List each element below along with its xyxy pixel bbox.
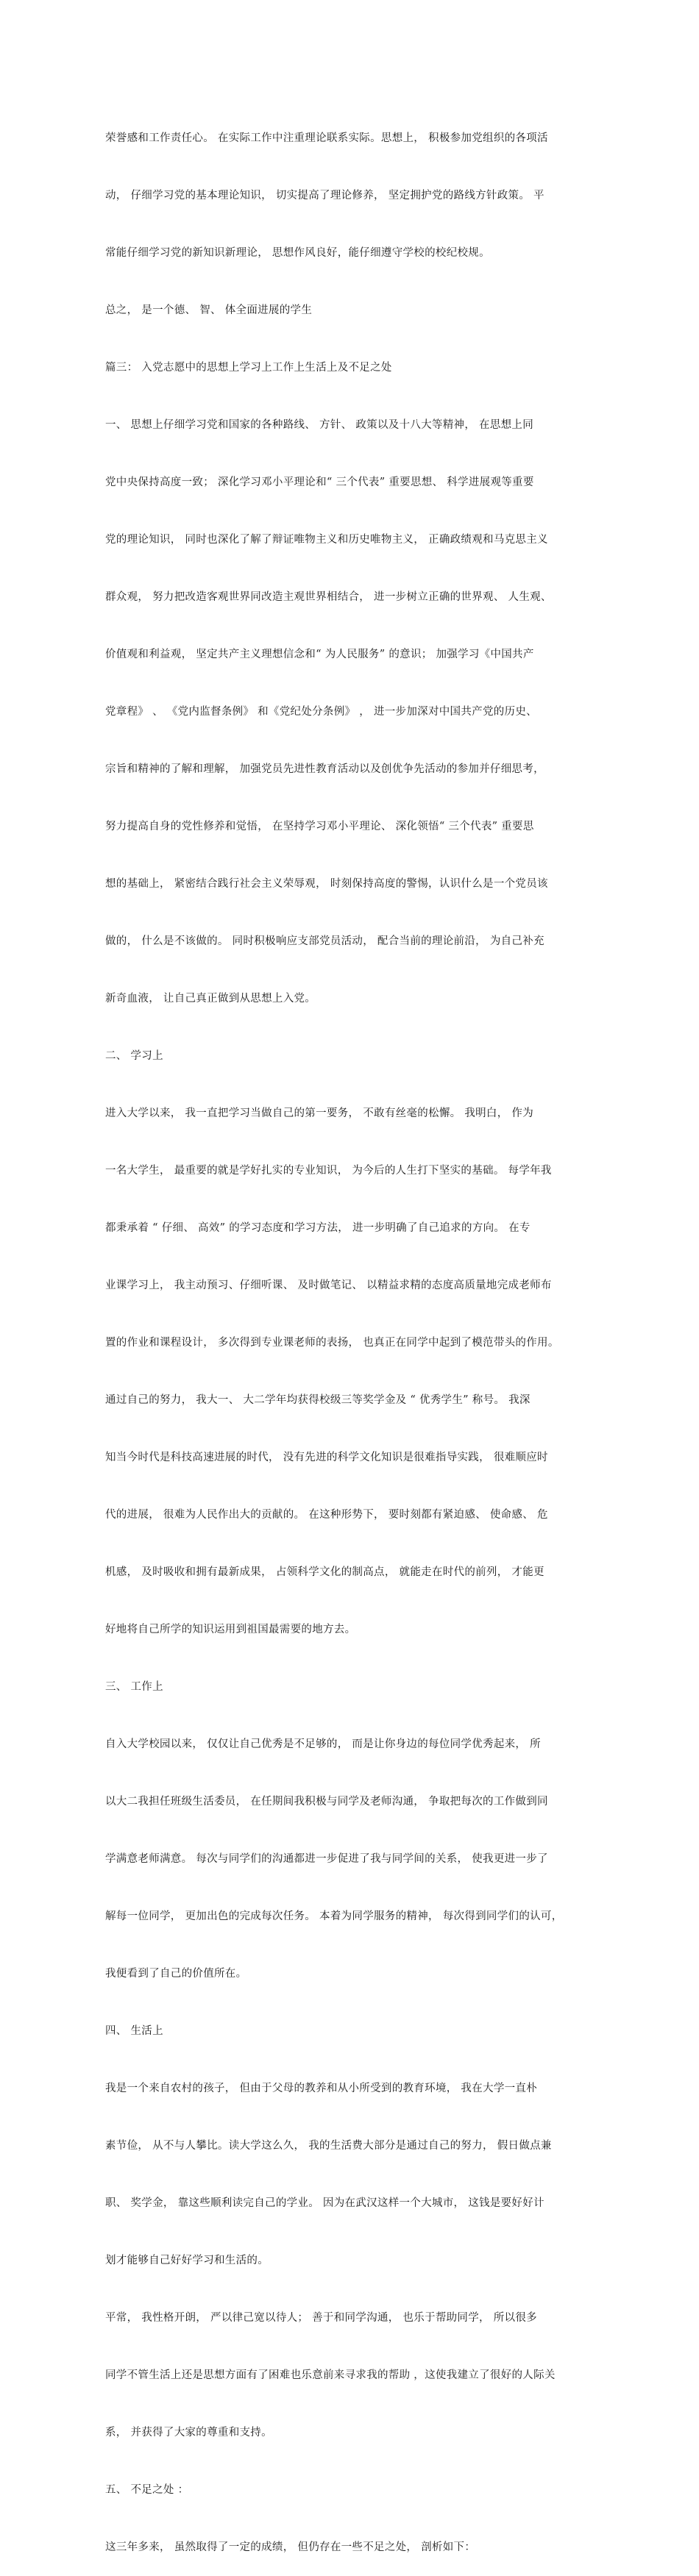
text-line: 自入大学校园以来， 仅仅让自己优秀是不足够的， 而是让你身边的每位同学优秀起来， 所 <box>105 1738 541 1750</box>
text-line: 代的进展， 很难为人民作出大的贡献的。 在这种形势下， 要时刻都有紧迫感、 使命感、 危 <box>105 1509 548 1521</box>
text-line: 价值观和利益观， 坚定共产主义理想信念和“ 为人民服务” 的意识； 加强学习《中国共产 <box>105 649 534 660</box>
section-heading: 五、 不足之处 ： <box>105 2484 189 2496</box>
section-heading: 四、 生活上 <box>105 2025 163 2037</box>
text-line: 解每一位同学， 更加出色的完成每次任务。 本着为同学服务的精神， 每次得到同学们的认可， <box>105 1910 563 1922</box>
text-line: 置的作业和课程设计， 多次得到专业课老师的表扬， 也真正在同学中起到了模范带头的作用。 <box>105 1337 559 1349</box>
text-line: 荣誉感和工作责任心。 在实际工作中注重理论联系实际。思想上， 积极参加党组织的各项活 <box>105 132 548 144</box>
text-line: 进入大学以来， 我一直把学习当做自己的第一要务， 不敢有丝毫的松懈。 我明白， 作为 <box>105 1107 534 1119</box>
text-line: 党中央保持高度一致； 深化学习邓小平理论和“ 三个代表” 重要思想、 科学进展观等重要 <box>105 477 534 488</box>
text-line: 宗旨和精神的了解和理解， 加强党员先进性教育活动以及创优争先活动的参加并仔细思考， <box>105 763 544 775</box>
section-heading: 篇三： 入党志愿中的思想上学习上工作上生活上及不足之处 <box>105 362 392 374</box>
text-line: 好地将自己所学的知识运用到祖国最需要的地方去。 <box>105 1624 356 1635</box>
text-line: 总之， 是一个德、 智、 体全面进展的学生 <box>105 304 313 316</box>
text-line: 这三年多来， 虽然取得了一定的成绩， 但仍存在一些不足之处， 剖析如下： <box>105 2541 476 2553</box>
text-line: 划才能够自己好好学习和生活的。 <box>105 2255 269 2266</box>
text-line: 做的， 什么是不该做的。 同时积极响应支部党员活动， 配合当前的理论前沿， 为自己补充 <box>105 935 544 947</box>
text-line: 都秉承着 “ 仔细、 高效” 的学习态度和学习方法， 进一步明确了自己追求的方向。 在专 <box>105 1222 531 1234</box>
section-heading: 三、 工作上 <box>105 1681 163 1693</box>
text-line: 我便看到了自己的价值所在。 <box>105 1968 247 1980</box>
text-line: 素节俭， 从不与人攀比。读大学这么久， 我的生活费大部分是通过自己的努力， 假日做点兼 <box>105 2140 552 2152</box>
text-line: 同学不管生活上还是思想方面有了困难也乐意前来寻求我的帮助 ，这使我建立了很好的人际关 <box>105 2369 556 2381</box>
text-line: 常能仔细学习党的新知识新理论， 思想作风良好，能仔细遵守学校的校纪校规。 <box>105 247 490 259</box>
text-line: 一名大学生， 最重要的就是学好扎实的专业知识， 为今后的人生打下坚实的基础。 每学年我 <box>105 1165 552 1177</box>
text-line: 学满意老师满意。 每次与同学们的沟通都进一步促进了我与同学间的关系， 使我更进一步了 <box>105 1853 548 1865</box>
text-line: 知当今时代是科技高速进展的时代， 没有先进的科学文化知识是很难指导实践， 很难顺应时 <box>105 1452 548 1463</box>
text-line: 以大二我担任班级生活委员， 在任期间我积极与同学及老师沟通， 争取把每次的工作做到同 <box>105 1796 548 1808</box>
text-line: 系， 并获得了大家的尊重和支持。 <box>105 2427 272 2438</box>
text-line: 一、 思想上仔细学习党和国家的各种路线、 方针、 政策以及十八大等精神， 在思想上同 <box>105 419 534 431</box>
text-line: 努力提高自身的党性修养和觉悟， 在坚持学习邓小平理论、 深化领悟“ 三个代表” 重要思 <box>105 821 534 832</box>
text-line: 平常， 我性格开朗， 严以律己宽以待人； 善于和同学沟通， 也乐于帮助同学， 所以很多 <box>105 2312 537 2324</box>
text-line: 新奇血液， 让自己真正做到从思想上入党。 <box>105 993 316 1005</box>
section-heading: 二、 学习上 <box>105 1050 163 1062</box>
text-line: 群众观， 努力把改造客观世界同改造主观世界相结合， 进一步树立正确的世界观、 人生观、 <box>105 591 552 603</box>
text-line: 职、 奖学金， 靠这些顺利读完自己的学业。 因为在武汉这样一个大城市， 这钱是要好好计 <box>105 2197 544 2209</box>
text-line: 机感， 及时吸收和拥有最新成果， 占领科学文化的制高点， 就能走在时代的前列， 才能更 <box>105 1566 544 1578</box>
text-line: 业课学习上， 我主动预习、仔细听课、 及时做笔记、 以精益求精的态度高质量地完成老师布 <box>105 1280 552 1291</box>
text-line: 动， 仔细学习党的基本理论知识， 切实提高了理论修养， 坚定拥护党的路线方针政策。 平 <box>105 190 544 201</box>
text-line: 党章程》 、 《党内监督条例》 和《党纪处分条例》 ， 进一步加深对中国共产党的历史、 <box>105 706 537 718</box>
text-line: 通过自己的努力， 我大一、 大二学年均获得校级三等奖学金及 “ 优秀学生” 称号。 我深 <box>105 1394 531 1406</box>
text-line: 想的基础上， 紧密结合践行社会主义荣辱观， 时刻保持高度的警惕，认识什么是一个党员该 <box>105 878 548 890</box>
document-body <box>105 90 606 2576</box>
text-line: 党的理论知识， 同时也深化了解了辩证唯物主义和历史唯物主义， 正确政绩观和马克思主义 <box>105 534 548 546</box>
text-line: 我是一个来自农村的孩子， 但由于父母的教养和从小所受到的教育环境， 我在大学一直朴 <box>105 2083 538 2094</box>
